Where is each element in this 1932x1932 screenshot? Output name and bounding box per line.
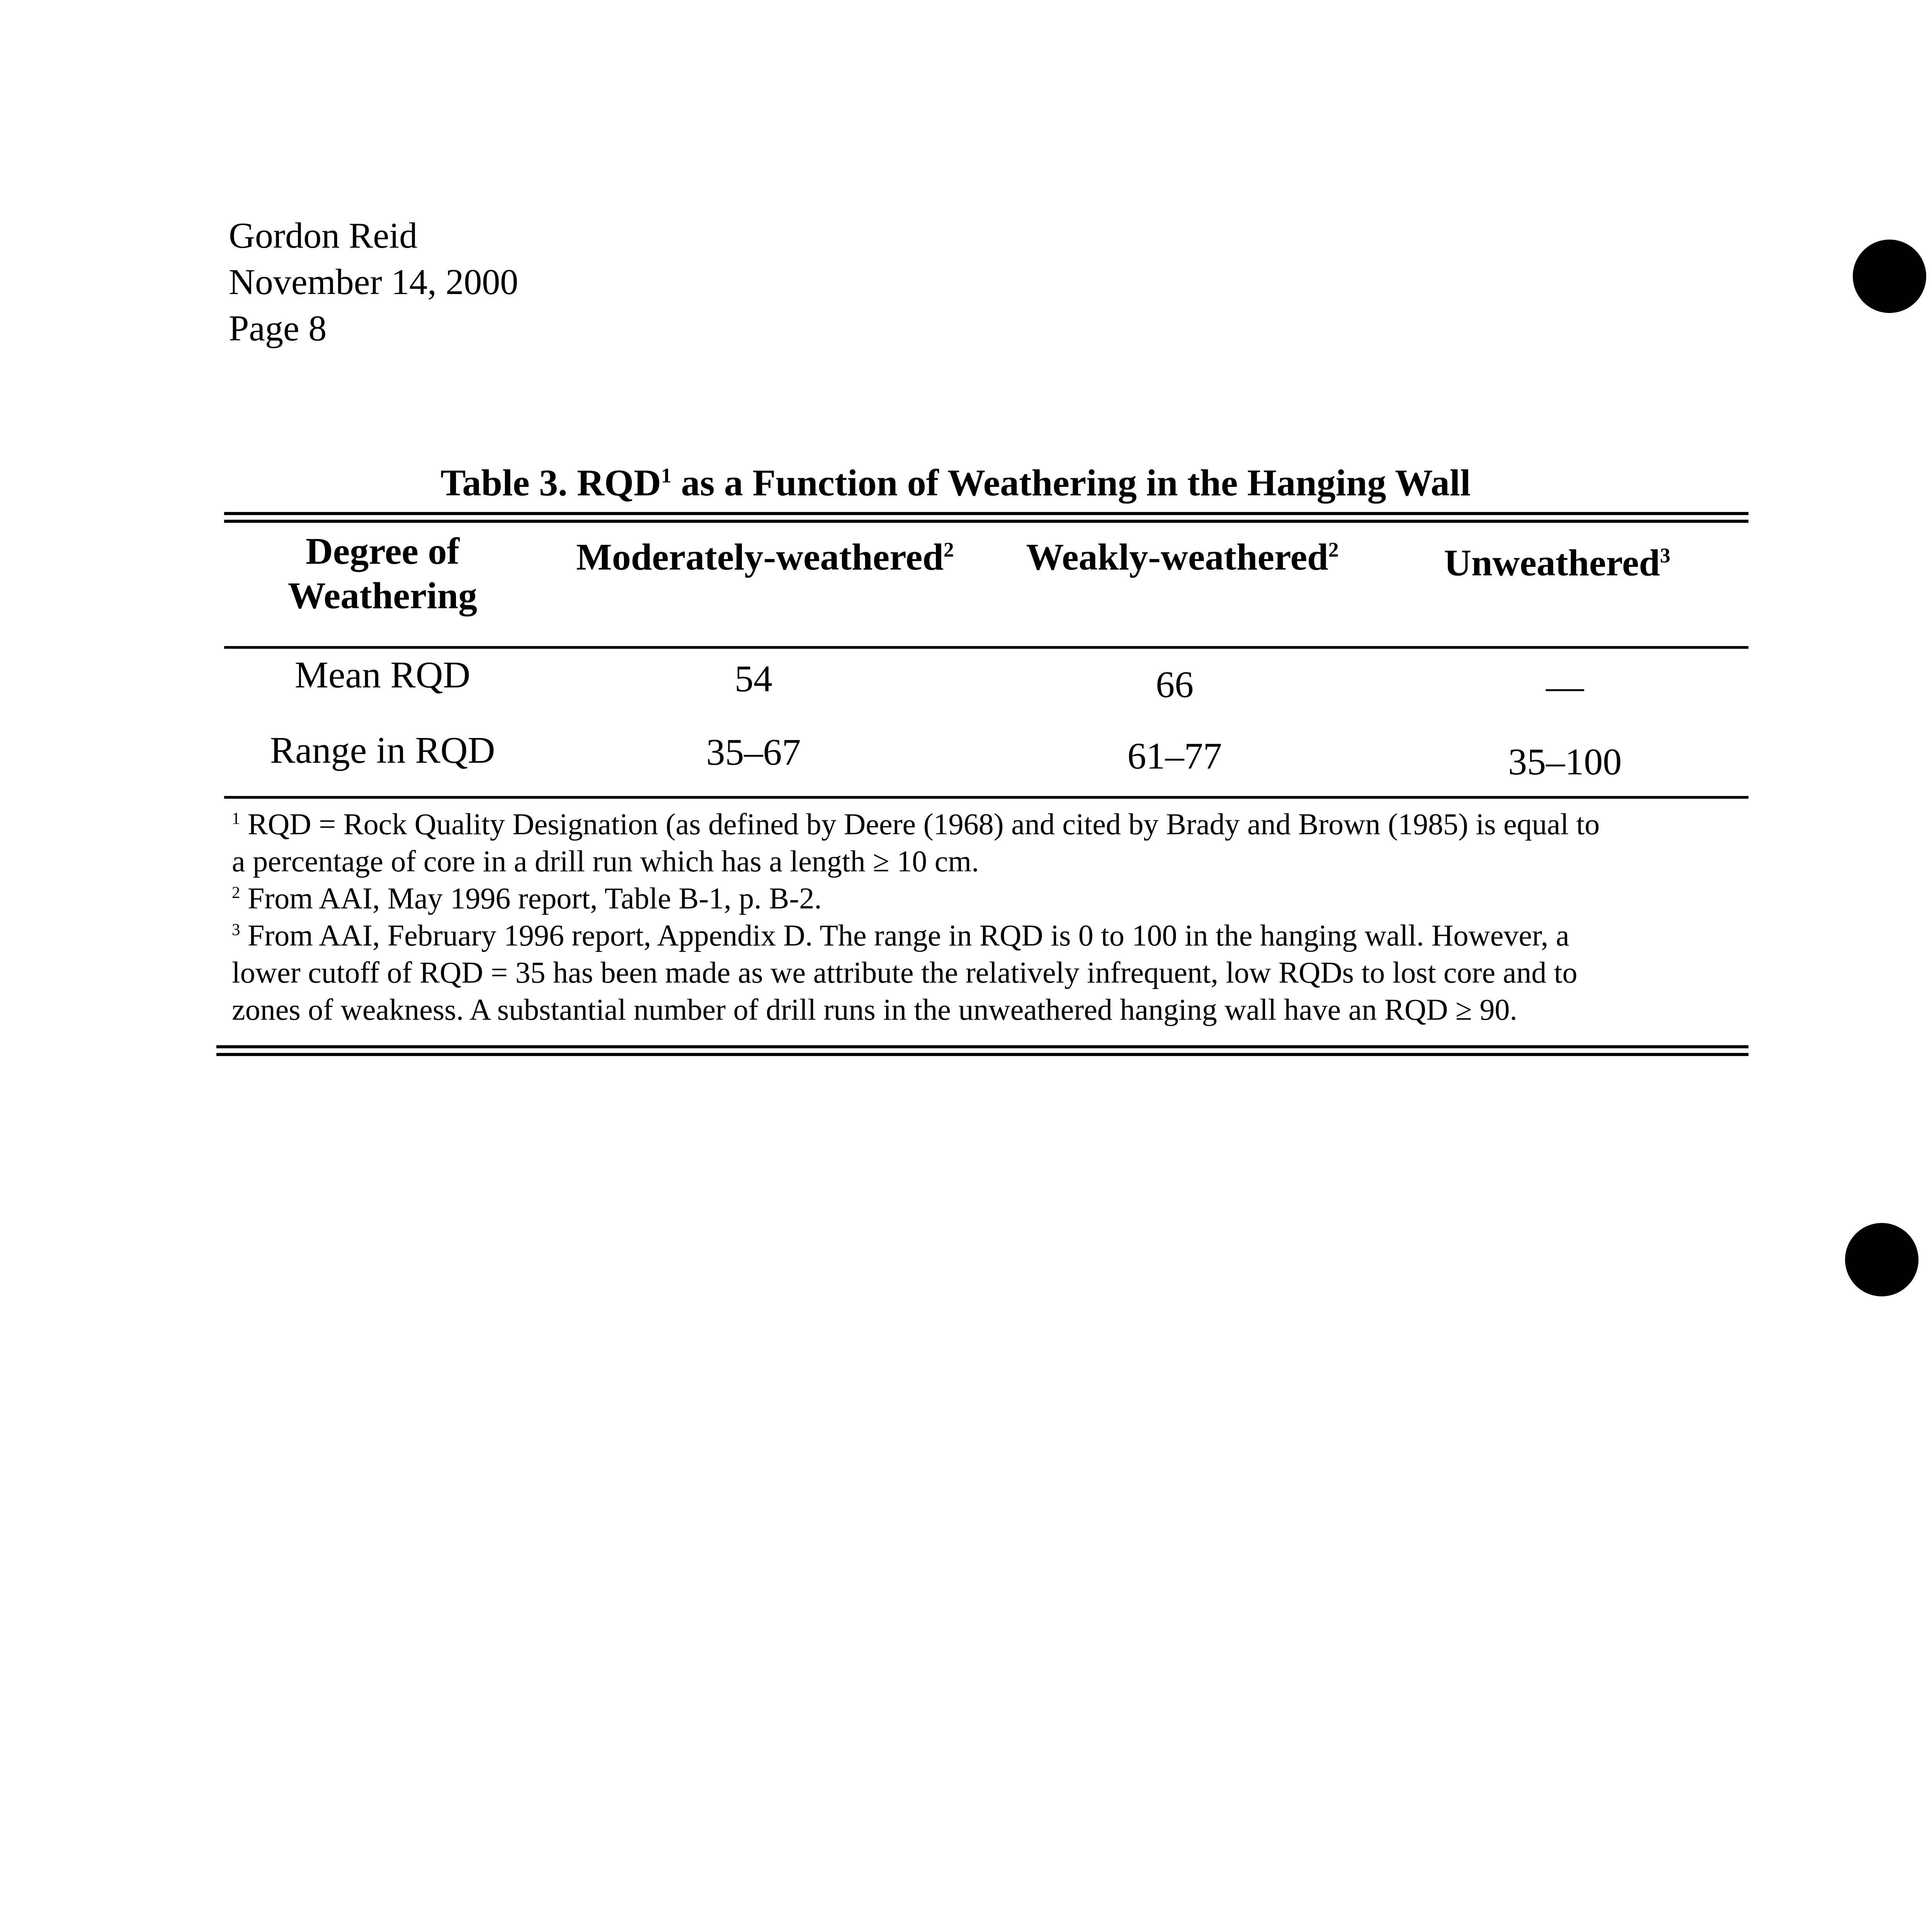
mean-unweathered: — [1546, 666, 1584, 707]
column-header-degree-line1: Degree of [305, 531, 460, 572]
footnote-separator-rule [224, 796, 1748, 799]
footnote-text: RQD = Rock Quality Designation (as defined by Deere (1968) and cited by Brady and Brown (1985) is equal to [247, 807, 1600, 841]
footnote-1 [232, 806, 1600, 880]
table-top-rule [224, 512, 1748, 515]
row-label-mean: Mean RQD [294, 654, 471, 696]
column-header-degree [247, 529, 518, 618]
column-footnote-mark: 2 [1328, 538, 1339, 561]
mean-moderately: 54 [735, 658, 772, 700]
range-weakly: 61–77 [1127, 735, 1222, 777]
range-moderately: 35–67 [706, 731, 801, 773]
mean-weakly: 66 [1156, 664, 1194, 706]
letter-date: November 14, 2000 [229, 262, 519, 302]
table-title [440, 458, 1471, 508]
footnote-text: lower cutoff of RQD = 35 has been made as we attribute the relatively infrequent, low RQDs to lost core and to [232, 956, 1578, 989]
footnote-mark: 1 [232, 810, 240, 828]
page-label: Page 8 [229, 308, 327, 349]
range-unweathered: 35–100 [1508, 741, 1622, 783]
table-bottom-rule [216, 1045, 1748, 1048]
column-header-label: Weakly-weathered [1026, 536, 1328, 578]
column-header-moderately [549, 535, 981, 580]
footnote-text: a percentage of core in a drill run which has a length ≥ 10 cm. [232, 844, 979, 878]
table-top-rule [224, 520, 1748, 523]
table-title-footnote-mark: 1 [661, 464, 672, 487]
binder-hole [1845, 1223, 1918, 1296]
footnote-2 [232, 880, 822, 917]
column-footnote-mark: 2 [943, 538, 954, 561]
footnote-text: zones of weakness. A substantial number of drill runs in the unweathered hanging wall have an RQD ≥ 90. [232, 993, 1517, 1026]
column-header-label: Moderately-weathered [576, 536, 944, 578]
recipient-name: Gordon Reid [229, 216, 418, 256]
table-title-prefix: Table 3. RQD [440, 462, 661, 504]
footnote-mark: 3 [232, 921, 240, 939]
column-header-unweathered [1406, 541, 1708, 585]
column-header-label: Unweathered [1444, 542, 1660, 584]
header-separator-rule [224, 646, 1748, 649]
column-header-weakly [997, 535, 1368, 580]
footnote-mark: 2 [232, 884, 240, 902]
footnote-text: From AAI, February 1996 report, Appendix D. The range in RQD is 0 to 100 in the hanging wall. However, a [247, 918, 1570, 952]
footnote-text: From AAI, May 1996 report, Table B-1, p. B-2. [247, 881, 822, 915]
letter-header [229, 213, 518, 352]
table-title-suffix: as a Function of Weathering in the Hanging Wall [671, 462, 1471, 504]
table-bottom-rule [216, 1053, 1748, 1056]
row-label-range: Range in RQD [270, 730, 495, 771]
footnote-3 [232, 917, 1577, 1028]
column-footnote-mark: 3 [1660, 544, 1670, 567]
column-header-degree-line2: Weathering [288, 575, 477, 617]
binder-hole [1853, 240, 1926, 313]
